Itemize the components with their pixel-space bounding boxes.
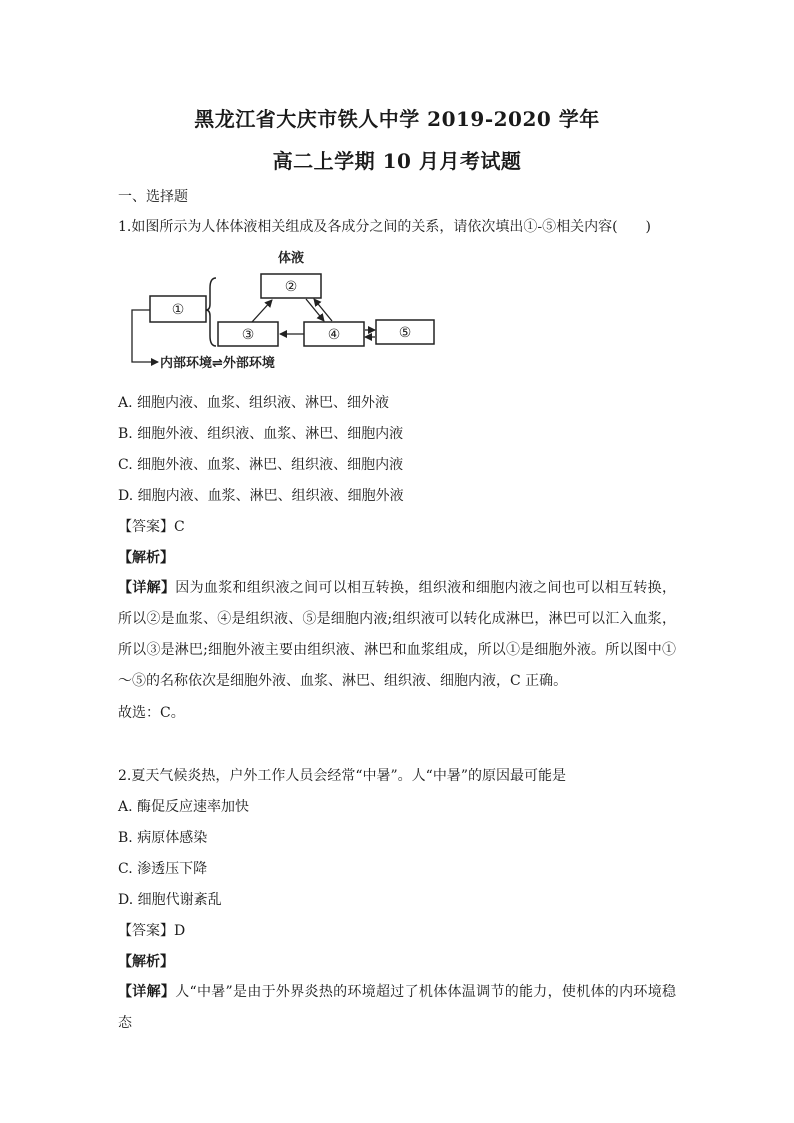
question-2-detail-label: 【详解】 <box>118 984 176 1000</box>
question-2-option-a: A. 酶促反应速率加快 <box>118 799 250 815</box>
question-2-analysis-label: 【解析】 <box>118 954 174 970</box>
question-2-option-c: C. 渗透压下降 <box>118 861 208 877</box>
question-1-stem: 1.如图所示为人体体液相关组成及各成分之间的关系，请依次填出①-⑤相关内容( ) <box>118 219 652 235</box>
question-1-analysis-label: 【解析】 <box>118 550 174 566</box>
diagram-top-label: 体液 <box>277 251 305 266</box>
diagram-box-4-label: ④ <box>327 327 341 343</box>
question-1-option-a: A. 细胞内液、血浆、组织液、淋巴、细外液 <box>118 395 390 411</box>
question-2-option-d: D. 细胞代谢紊乱 <box>118 892 222 908</box>
body-fluid-diagram-svg <box>118 244 448 376</box>
diagram-brace <box>206 278 216 346</box>
diagram-box-5-label: ⑤ <box>398 325 412 341</box>
diagram-box-3-label: ③ <box>241 327 255 343</box>
question-1-detail <box>118 573 676 697</box>
diagram-box-2-label: ② <box>284 279 298 295</box>
diagram-bottom-label: 内部环境⇌外部环境 <box>160 356 275 371</box>
diagram-arrow-3-to-2 <box>252 300 272 322</box>
document-title-line-2: 高二上学期 10 月月考试题 <box>272 149 522 173</box>
question-1-option-d: D. 细胞内液、血浆、淋巴、组织液、细胞外液 <box>118 488 404 504</box>
question-2-detail-text: 人“中暑”是由于外界炎热的环境超过了机体体温调节的能力，使机体的内环境稳态 <box>118 984 677 1031</box>
question-1-answer: 【答案】C <box>118 519 185 535</box>
question-1-option-c: C. 细胞外液、血浆、淋巴、组织液、细胞内液 <box>118 457 404 473</box>
question-1-conclusion: 故选：C。 <box>118 705 185 721</box>
section-heading: 一、选择题 <box>118 189 188 205</box>
body-fluid-diagram <box>118 244 448 376</box>
question-2-option-b: B. 病原体感染 <box>118 830 208 846</box>
question-1-detail-label: 【详解】 <box>118 580 176 596</box>
question-1-detail-text: 因为血浆和组织液之间可以相互转换，组织液和细胞内液之间也可以相互转换，所以②是血浆、④是组织液、⑤是细胞内液;组织液可以转化成淋巴，淋巴可以汇入血浆，所以③是淋巴;细胞外液主要由组织液、淋巴和血浆组成，所以①是细胞外液。所以图中①～⑤的名称依次是细胞外液、血浆、淋巴、组织液、细胞内液，C 正确。 <box>118 580 677 689</box>
diagram-arrow-2-to-4 <box>306 299 324 321</box>
question-1-option-b: B. 细胞外液、组织液、血浆、淋巴、细胞内液 <box>118 426 404 442</box>
diagram-box-1-label: ① <box>171 302 185 318</box>
diagram-arrow-4-to-2 <box>314 299 332 321</box>
question-2-detail <box>118 977 676 1039</box>
question-2-answer: 【答案】D <box>118 923 186 939</box>
question-2-stem: 2.夏天气候炎热，户外工作人员会经常“中暑”。人“中暑”的原因最可能是 <box>118 768 566 784</box>
document-title-line-1: 黑龙江省大庆市铁人中学 2019-2020 学年 <box>194 107 600 131</box>
diagram-arrow-1-to-bottom <box>132 310 158 362</box>
